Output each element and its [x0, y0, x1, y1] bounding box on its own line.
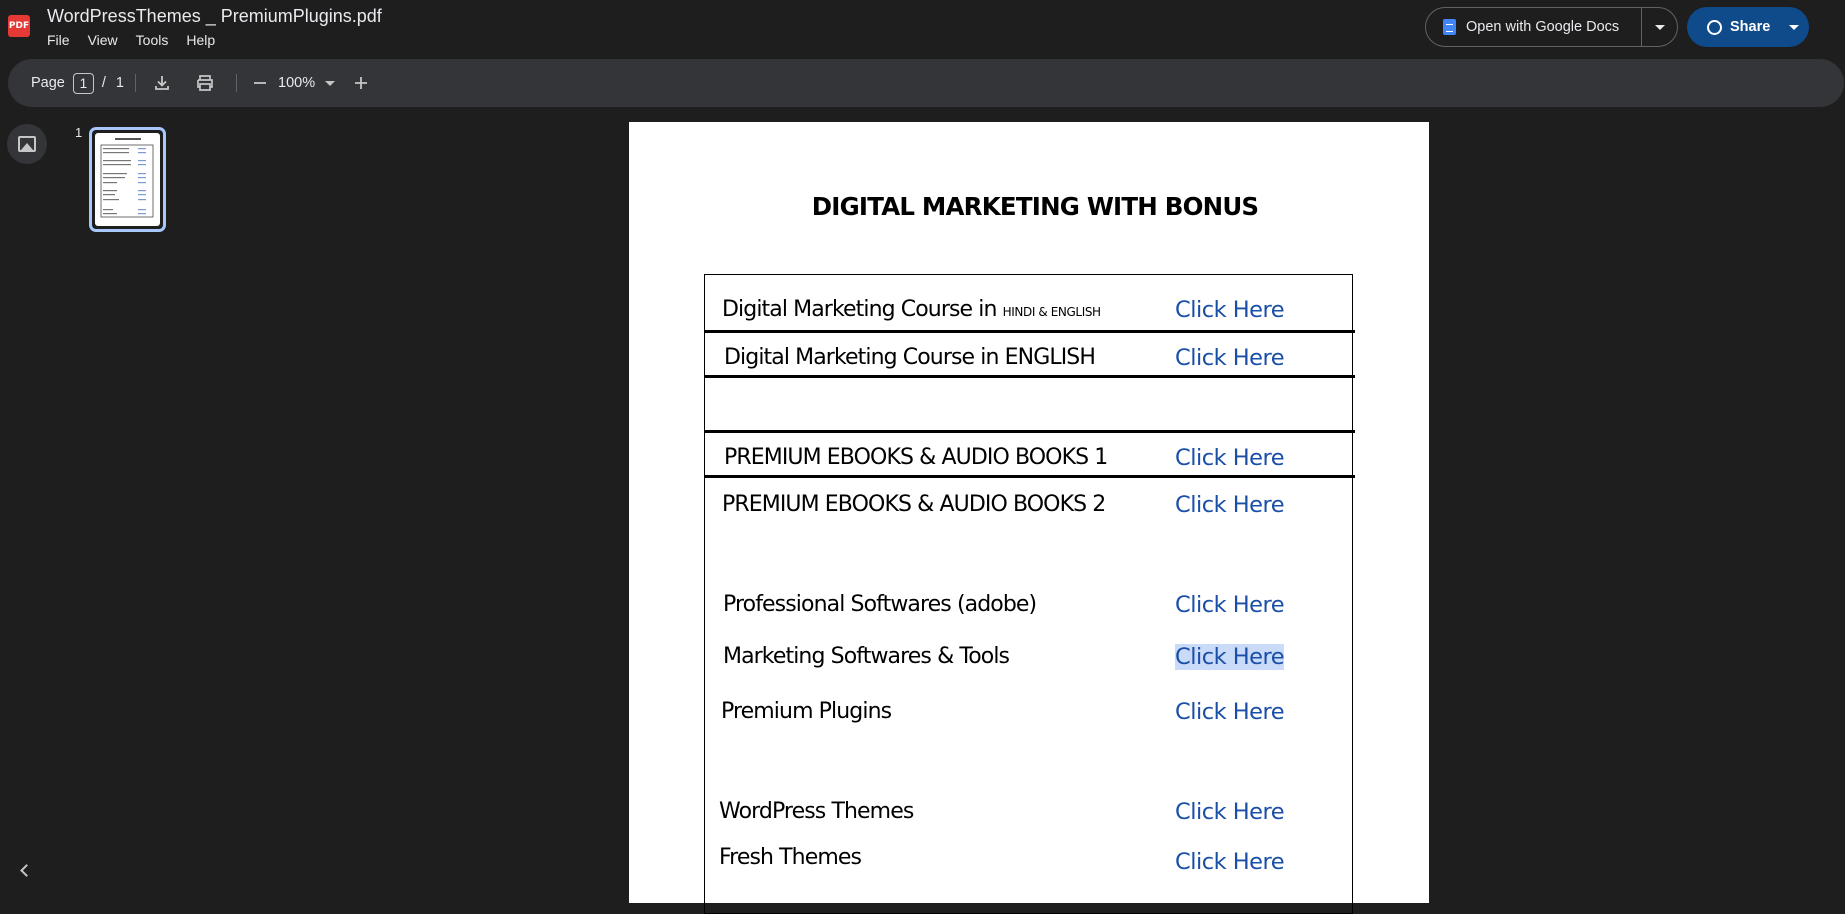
- toolbar-divider: [236, 74, 237, 92]
- click-here-link[interactable]: Click Here: [1175, 445, 1285, 471]
- open-with-google-docs-group: [1425, 7, 1678, 47]
- table-divider: [704, 330, 1355, 333]
- pdf-toolbar: [8, 59, 1844, 107]
- download-button[interactable]: [153, 59, 171, 107]
- menu-file[interactable]: File: [47, 32, 70, 48]
- page-label: Page: [31, 75, 65, 91]
- table-row-label: Digital Marketing Course in ENGLISH: [724, 345, 1095, 370]
- download-icon: [153, 74, 171, 92]
- file-title[interactable]: WordPressThemes _ PremiumPlugins.pdf: [47, 6, 382, 26]
- open-with-label: Open with Google Docs: [1466, 19, 1620, 35]
- caret-down-icon: [1655, 25, 1665, 30]
- globe-icon: [1707, 20, 1722, 35]
- print-icon: [195, 74, 215, 92]
- share-dropdown-button[interactable]: [1779, 7, 1809, 47]
- caret-down-icon: [1789, 25, 1799, 30]
- table-row-label: Fresh Themes: [719, 845, 862, 870]
- table-divider: [704, 430, 1355, 433]
- page-thumbnail[interactable]: [89, 127, 166, 232]
- table-divider: [704, 375, 1355, 378]
- click-here-link[interactable]: Click Here: [1175, 345, 1285, 371]
- open-with-google-docs-button[interactable]: [1426, 8, 1642, 46]
- menu-help[interactable]: Help: [186, 32, 216, 48]
- google-docs-icon: [1443, 19, 1456, 35]
- pdf-page: [629, 122, 1429, 903]
- row-label-small: HINDI & ENGLISH: [1002, 305, 1101, 319]
- click-here-link-selected[interactable]: Click Here: [1175, 644, 1285, 670]
- image-icon: [18, 136, 36, 152]
- table-divider: [704, 475, 1355, 478]
- thumbnail-page-number: 1: [75, 125, 83, 140]
- caret-down-icon: [325, 81, 335, 86]
- minus-icon: [252, 75, 268, 91]
- share-label: Share: [1730, 19, 1771, 35]
- share-group: [1687, 7, 1809, 47]
- total-pages: 1: [115, 75, 124, 91]
- plus-icon: [353, 75, 369, 91]
- thumbnails-toggle-button[interactable]: [7, 124, 47, 164]
- menu-tools[interactable]: Tools: [135, 32, 169, 48]
- table-row-label: Professional Softwares (adobe): [723, 592, 1037, 617]
- row-label-text: Digital Marketing Course in: [722, 297, 1003, 322]
- links-table: [704, 274, 1353, 914]
- toolbar-divider: [135, 74, 136, 92]
- click-here-link[interactable]: Click Here: [1175, 297, 1285, 323]
- zoom-out-button[interactable]: [252, 59, 268, 107]
- click-here-link[interactable]: Click Here: [1175, 699, 1285, 725]
- share-button[interactable]: [1687, 7, 1779, 47]
- open-with-dropdown-button[interactable]: [1642, 8, 1677, 46]
- page-number-input[interactable]: 1: [73, 73, 94, 94]
- click-here-link[interactable]: Click Here: [1175, 799, 1285, 825]
- click-here-link[interactable]: Click Here: [1175, 492, 1285, 518]
- thumbnail-preview: [95, 133, 160, 226]
- zoom-select[interactable]: [278, 59, 335, 107]
- zoom-value: 100%: [278, 75, 316, 91]
- print-button[interactable]: [195, 59, 215, 107]
- page-indicator: [31, 59, 124, 107]
- table-row-label: [722, 297, 1101, 322]
- table-row-label: Premium Plugins: [721, 699, 892, 724]
- zoom-in-button[interactable]: [353, 59, 369, 107]
- table-row-label: PREMIUM EBOOKS & AUDIO BOOKS 1: [724, 445, 1108, 470]
- pdf-app-icon: PDF: [8, 15, 30, 37]
- table-row-label: Marketing Softwares & Tools: [723, 644, 1010, 669]
- chevron-left-icon: [20, 864, 33, 877]
- click-here-link[interactable]: Click Here: [1175, 592, 1285, 618]
- title-bar: [0, 0, 1845, 58]
- document-title: DIGITAL MARKETING WITH BONUS: [811, 192, 1259, 221]
- click-here-link[interactable]: Click Here: [1175, 849, 1285, 875]
- collapse-sidebar-button[interactable]: [14, 858, 38, 882]
- menu-bar: [47, 32, 215, 48]
- menu-view[interactable]: View: [87, 32, 118, 48]
- table-row-label: PREMIUM EBOOKS & AUDIO BOOKS 2: [722, 492, 1106, 517]
- thumbnail-preview-image: [95, 133, 160, 226]
- page-separator: /: [101, 75, 106, 91]
- table-row-label: WordPress Themes: [719, 799, 914, 824]
